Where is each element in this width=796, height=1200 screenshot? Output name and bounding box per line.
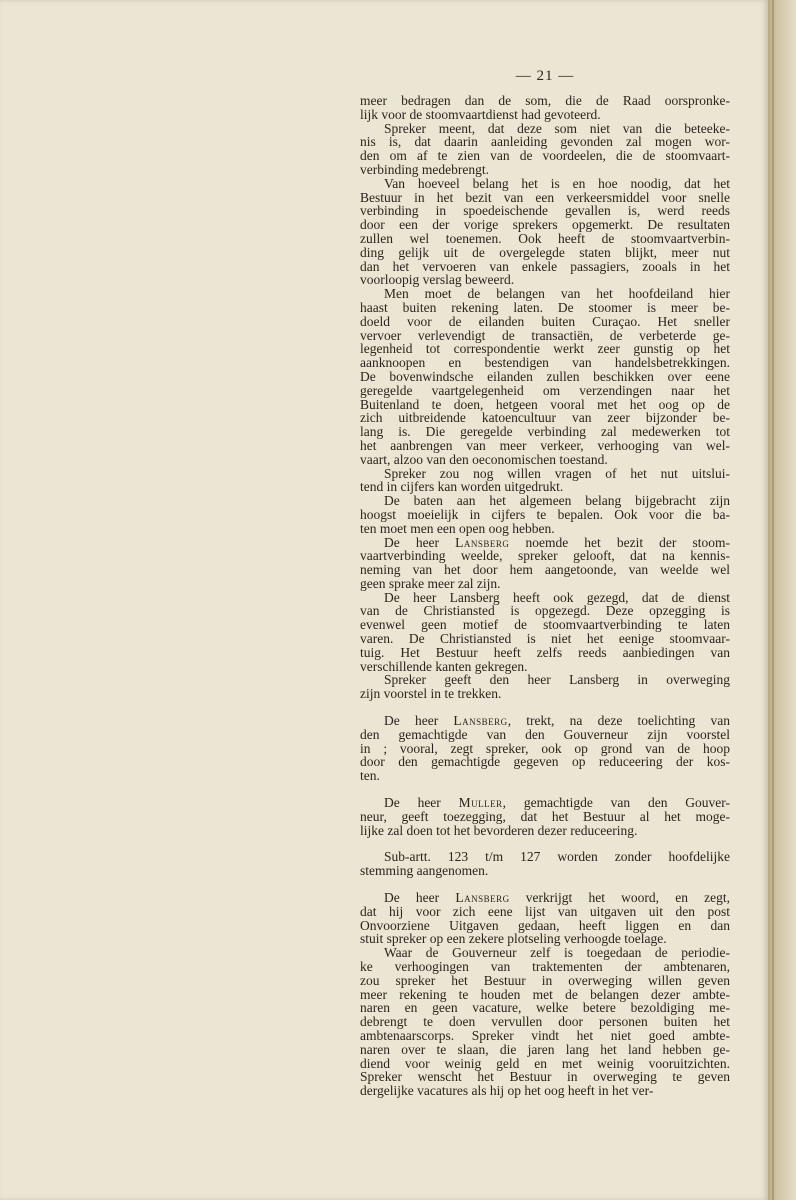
text-line: dergelijke vacatures als hij op het oog heeft in het ver- [360,1083,654,1099]
text-line: naren en geen vacature, welke betere bezoldiging me- [360,1000,730,1016]
text-line: doeld voor de eilanden buiten Curaçao. Het sneller [360,313,730,329]
text-line: De heer Lansberg, trekt, na deze toelichting van [384,713,730,729]
paragraph [360,591,730,674]
text-line: De heer Lansberg heeft ook gezegd, dat de dienst [384,589,730,605]
paragraph [360,796,730,837]
text-line: Van hoeveel belang het is en hoe noodig, dat het [384,175,730,191]
text-line: Bestuur in het bezit van een verkeersmiddel voor snelle [360,189,730,205]
text-line: van de Christiansted is opgezegd. Deze opzegging is [360,603,730,619]
speaker-name: Lansberg [453,713,508,729]
text-line: verbinding in spoedeischende gevallen is, werd reeds [360,203,730,219]
text-line: zijn voorstel in te trekken. [360,686,502,702]
paragraph [360,122,730,177]
text-line: vaartverbinding weelde, spreker gelooft, dat na kennis- [360,548,730,564]
text-line: hoogst moeielijk in cijfers te bepalen. Ook voor die ba- [360,506,730,522]
text-line: nis is, dat daarin aanleiding gevonden zal mogen wor- [360,134,730,150]
text-line: den om af te zien van de voordeelen, die de stoomvaart- [360,148,730,164]
text-line: Spreker wenscht het Bestuur in overweging te geven [360,1069,730,1085]
text-line: Onvoorziene Uitgaven gedaan, heeft liggen en dan [360,917,730,933]
text-line: stuit spreker op een zekere plotseling verhoogde toelage. [360,931,667,947]
text-line: geregelde vaartgelegenheid om verzendingen naar het [360,382,730,398]
text-line: stemming aangenomen. [360,863,489,879]
text-line: Spreker geeft den heer Lansberg in overweging [384,672,730,688]
text-line: De heer Lansberg noemde het bezit der stoom- [384,534,730,550]
text-line: De heer Lansberg verkrijgt het woord, en zegt, [384,890,730,906]
page-number: — 21 — [515,68,575,84]
text-line: De bovenwindsche eilanden zullen beschikken over eene [360,368,730,384]
text-line: haast buiten rekening laten. De stoomer is meer be- [360,299,730,315]
paragraph [360,494,730,535]
text-line: dat hij voor zich eene lijst van uitgaven uit den post [360,903,730,919]
text-line: Waar de Gouverneur zelf is toegedaan de periodie- [384,945,730,961]
text-line: Spreker zou nog willen vragen of het nut uitslui- [384,465,730,481]
text-line: varen. De Christiansted is niet het eenige stoomvaar- [360,631,730,647]
text-line: door den gemachtigde gegeven op reduceering der kos- [360,754,730,770]
text-line: lang is. Die geregelde verbinding zal medewerken tot [360,424,730,440]
text-line: zou spreker het Bestuur in overweging willen geven [360,972,730,988]
text-line: De baten aan het algemeen belang bijgebracht zijn [384,493,730,509]
text-line: voorloopig verslag beweerd. [360,272,515,288]
text-line: tuig. Het Bestuur heeft zelfs reeds aanbiedingen van [360,644,730,660]
text-line: vervoer verlevendigt de transactiën, de verbeterde ge- [360,327,730,343]
paragraph [360,287,730,466]
text-line: verschillende kanten gekregen. [360,658,528,674]
paragraph [360,536,730,591]
text-line: lijk voor de stoomvaartdienst had gevoteerd. [360,106,601,122]
paragraph [360,714,730,783]
text-line: geen sprake meer zal zijn. [360,575,501,591]
text-line: Men moet de belangen van het hoofdeiland hier [384,286,730,302]
text-line: door een der vorige sprekers opgemerkt. De resultaten [360,217,730,233]
speaker-name: Lansberg [455,534,510,550]
text-line: in ; vooral, zegt spreker, ook op grond van de hoop [360,740,730,756]
text-line: debrengt te doen vervullen door personen buiten het [360,1014,730,1030]
text-line: verbinding medebrengt. [360,161,489,177]
paragraph [360,673,730,701]
text-line: Buitenland te doen, hetgeen vooral met het oog op de [360,396,730,412]
paragraph [360,94,730,122]
binding-line [772,0,774,1200]
text-line: lijke zal doen tot het bevorderen dezer reduceering. [360,822,638,838]
text-line: tend in cijfers kan worden uitgedrukt. [360,479,564,495]
text-line: dan het vervoeren van enkele passagiers, zooals in het [360,258,730,274]
text-line: aanknoopen en bestendigen van handelsbetrekkingen. [360,355,730,371]
text-line: De heer Muller, gemachtigde van den Gouver- [384,795,730,811]
paragraph [360,946,730,1098]
text-line: ding gelijk uit de overgelegde staten blijkt, meer nut [360,244,730,260]
paragraph [360,467,730,495]
paragraph [360,850,730,878]
text-line: het aanbrengen van meer verkeer, verhooging van wel- [360,437,730,453]
speaker-name: Muller [458,795,503,811]
text-line: den gemachtigde van den Gouverneur zijn voorstel [360,726,730,742]
text-line: ten. [360,768,380,784]
text-line: diend voor weinig geld en met weinig vooruitzichten. [360,1055,730,1071]
text-line: ten moet men een open oog hebben. [360,520,555,536]
text-line: ke verhoogingen van traktementen der ambtenaren, [360,959,730,975]
text-line: ambtenaarscorps. Spreker vindt het niet goed ambte- [360,1028,730,1043]
text-line: neming van het door hem aangetoonde, van weelde wel [360,562,730,578]
text-line: meer rekening te houden met de belangen dezer ambte- [360,986,730,1002]
text-line: Sub-artt. 123 t/m 127 worden zonder hoofdelijke [384,849,730,865]
paragraph [360,177,730,287]
text-line: evenwel geen motief de stoomvaartverbinding te laten [360,617,730,633]
paragraph [360,891,730,946]
page-body-text [360,94,730,1098]
text-line: neur, geeft toezegging, dat het Bestuur al het moge- [360,808,730,824]
text-line: vaart, alzoo van den oeconomischen toestand. [360,451,608,467]
text-line: zich uitbreidende katoencultuur van zeer bijzonder be- [360,410,730,426]
text-line: zullen wel toenemen. Ook heeft de stoomvaartverbin- [360,230,730,246]
text-line: Spreker meent, dat deze som niet van die beteeke- [384,120,730,136]
text-line: legenheid tot correspondentie werkt zeer gunstig op het [360,341,730,357]
text-line: meer bedragen dan de som, die de Raad oorspronke- [360,93,730,108]
speaker-name: Lansberg [455,890,510,906]
text-line: naren over te slaan, die jaren lang het land hebben ge- [360,1041,730,1057]
